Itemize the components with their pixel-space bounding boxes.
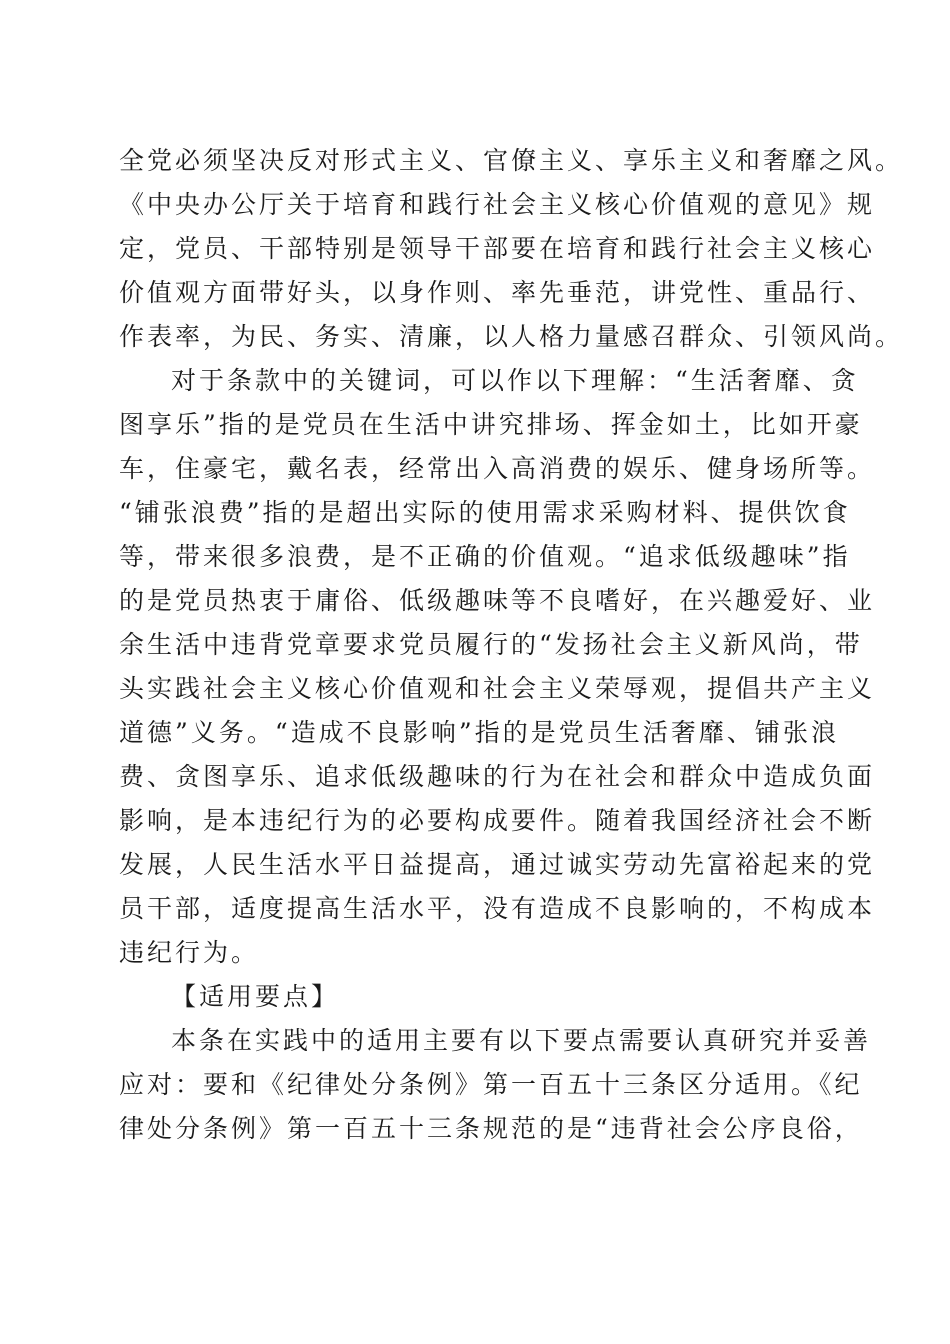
text-line: 违纪行为。 xyxy=(119,938,260,967)
text-line: 影响，是本违纪行为的必要构成要件。随着我国经济社会不断 xyxy=(119,806,876,835)
text-line: 头实践社会主义核心价值观和社会主义荣辱观，提倡共产主义 xyxy=(119,674,876,703)
text-line: 本条在实践中的适用主要有以下要点需要认真研究并妥善 xyxy=(171,1026,872,1055)
text-line: 图享乐”指的是党员在生活中讲究排场、挥金如土，比如开豪 xyxy=(119,410,863,439)
section-heading: 【适用要点】 xyxy=(171,982,340,1011)
text-line: 等，带来很多浪费，是不正确的价值观。“追求低级趣味”指 xyxy=(119,542,851,571)
text-line: 费、贪图享乐、追求低级趣味的行为在社会和群众中造成负面 xyxy=(119,762,876,791)
text-line: 发展，人民生活水平日益提高，通过诚实劳动先富裕起来的党 xyxy=(119,850,876,879)
text-line: 定，党员、干部特别是领导干部要在培育和践行社会主义核心 xyxy=(119,234,876,263)
text-line: 道德”义务。“造成不良影响”指的是党员生活奢靡、铺张浪 xyxy=(119,718,839,747)
text-line: 律处分条例》第一百五十三条规范的是“违背社会公序良俗， xyxy=(119,1114,863,1143)
text-line: 全党必须坚决反对形式主义、官僚主义、享乐主义和奢靡之风。 xyxy=(119,146,904,175)
body-text xyxy=(119,139,904,1151)
text-line: 作表率，为民、务实、清廉，以人格力量感召群众、引领风尚。 xyxy=(119,322,904,351)
text-line: 应对：要和《纪律处分条例》第一百五十三条区分适用。《纪 xyxy=(119,1070,863,1099)
text-line: 车，住豪宅，戴名表，经常出入高消费的娱乐、健身场所等。 xyxy=(119,454,876,483)
text-line: 余生活中违背党章要求党员履行的“发扬社会主义新风尚，带 xyxy=(119,630,863,659)
text-line: 《中央办公厅关于培育和践行社会主义核心价值观的意见》规 xyxy=(119,190,876,219)
text-line: 的是党员热衷于庸俗、低级趣味等不良嗜好，在兴趣爱好、业 xyxy=(119,586,876,615)
text-line: “铺张浪费”指的是超出实际的使用需求采购材料、提供饮食 xyxy=(119,498,851,527)
text-line: 对于条款中的关键词，可以作以下理解：“生活奢靡、贪 xyxy=(171,366,859,395)
text-line: 员干部，适度提高生活水平，没有造成不良影响的，不构成本 xyxy=(119,894,876,923)
text-line: 价值观方面带好头，以身作则、率先垂范，讲党性、重品行、 xyxy=(119,278,876,307)
